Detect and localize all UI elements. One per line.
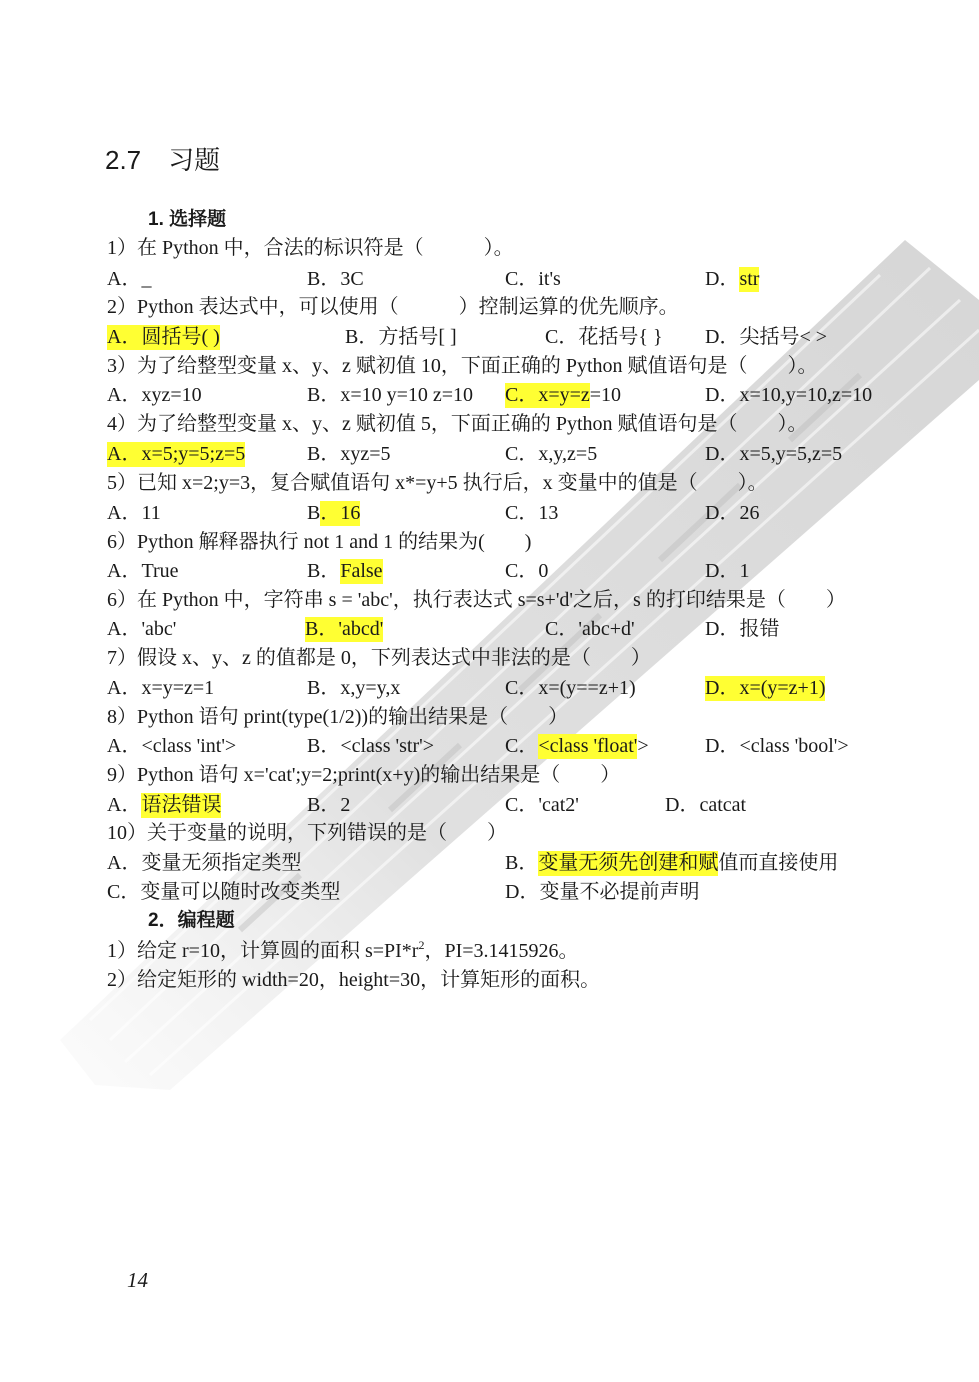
option-c: C．<class 'float'> [505, 735, 649, 757]
option-c: C．0 [505, 560, 549, 582]
coding-problem: 1）给定 r=10，计算圆的面积 $s=PI*r^2$，PI=3.1415926。 [107, 938, 579, 962]
option-d: D．x=5,y=5,z=5 [705, 443, 843, 465]
answer-highlight: False [340, 560, 383, 582]
question-options [0, 850, 979, 876]
option-a: A．11 [107, 502, 161, 524]
option-c: C．it's [505, 268, 561, 290]
page-number: 14 [127, 1268, 148, 1292]
question-options [0, 441, 979, 467]
question-options [0, 792, 979, 818]
coding-problem: 2）给定矩形的 width=20，height=30，计算矩形的面积。 [107, 969, 601, 991]
answer-highlight: str [739, 268, 760, 290]
coding-section-title: 2．编程题 [148, 910, 235, 931]
option-a: A．xyz=10 [107, 384, 202, 406]
option-c: C．x=(y==z+1) [505, 677, 636, 699]
answer-highlight: ．16 [320, 502, 361, 524]
question-options [0, 616, 979, 642]
section-heading [105, 144, 220, 176]
option-d: D．x=10,y=10,z=10 [705, 384, 873, 406]
question-stem: 6）在 Python 中，字符串 s = 'abc'，执行表达式 s=s+'d'之后，s 的打印结果是（ ） [107, 589, 846, 611]
option-c: C．变量可以随时改变类型 [107, 881, 341, 903]
option-b: B．<class 'str'> [307, 735, 434, 757]
option-a: A．_ [107, 268, 152, 290]
question-stem: 9）Python 语句 x='cat';y=2;print(x+y)的输出结果是（ ） [107, 764, 621, 786]
answer-highlight: <class 'float' [538, 735, 638, 757]
option-a: A．变量无须指定类型 [107, 852, 302, 874]
option-d: D．catcat [665, 794, 747, 816]
question-options [0, 382, 979, 408]
question-options [0, 266, 979, 292]
option-b: B．3C [307, 268, 364, 290]
option-d: D．str [705, 268, 760, 290]
question-stem: 6）Python 解释器执行 not 1 and 1 的结果为( ) [107, 531, 532, 553]
exponent: 2 [418, 938, 425, 952]
option-b: B．x=10 y=10 z=10 [307, 384, 474, 406]
answer-highlight: B．'abcd' [305, 618, 384, 640]
answer-highlight: A．x=5;y=5;z=5 [107, 443, 246, 465]
question-options [0, 733, 979, 759]
answer-highlight: 变量无须先创建和赋 [538, 852, 719, 874]
option-b: B．x,y=y,x [307, 677, 401, 699]
question-stem: 1）在 Python 中，合法的标识符是（ ）。 [107, 237, 514, 259]
option-a: A．x=y=z=1 [107, 677, 215, 699]
option-b: B．False [307, 560, 383, 582]
choice-section-title: 1. 选择题 [148, 209, 227, 230]
answer-highlight: 语法错误 [141, 794, 222, 816]
section-title: 习题 [168, 145, 221, 175]
option-c: C．x=y=z=10 [505, 384, 622, 406]
question-options [0, 675, 979, 701]
option-b: B．方括号[ ] [345, 326, 457, 348]
option-d: D．尖括号< > [705, 326, 828, 348]
option-d: D．报错 [705, 618, 780, 640]
option-b: B．16 [307, 502, 361, 524]
question-stem: 10）关于变量的说明，下列错误的是（ ） [107, 822, 507, 844]
option-a: A．语法错误 [107, 794, 222, 816]
option-a: A．True [107, 560, 179, 582]
question-stem: 4）为了给整型变量 x、y、z 赋初值 5，下面正确的 Python 赋值语句是（ ）。 [107, 413, 808, 435]
question-stem: 7）假设 x、y、z 的值都是 0，下列表达式中非法的是（ ） [107, 647, 651, 669]
option-b: B．2 [307, 794, 351, 816]
option-a [107, 324, 220, 350]
option-c: C．13 [505, 502, 559, 524]
question-stem: 3）为了给整型变量 x、y、z 赋初值 10，下面正确的 Python 赋值语句是（ ）。 [107, 355, 818, 377]
option-c: C．'cat2' [505, 794, 579, 816]
question-options [0, 324, 979, 350]
option-a: A．<class 'int'> [107, 735, 237, 757]
option-b [305, 616, 383, 642]
option-d: D．1 [705, 560, 750, 582]
question-options [0, 558, 979, 584]
option-b: B．xyz=5 [307, 443, 391, 465]
section-number: 2.7 [105, 145, 142, 175]
option-d [705, 675, 825, 701]
option-d: D．变量不必提前声明 [505, 881, 700, 903]
option-d: D．<class 'bool'> [705, 735, 849, 757]
option-d: D．26 [705, 502, 760, 524]
answer-highlight: A．圆括号( ) [107, 326, 220, 348]
option-b: B．变量无须先创建和赋值而直接使用 [505, 852, 839, 874]
question-stem: 8）Python 语句 print(type(1/2))的输出结果是（ ） [107, 706, 569, 728]
option-a [107, 441, 245, 467]
answer-highlight: D．x=(y=z+1) [705, 677, 826, 699]
answer-highlight: C．x=y=z [505, 384, 590, 406]
question-stem: 5）已知 x=2;y=3，复合赋值语句 x*=y+5 执行后，x 变量中的值是（ ）。 [107, 472, 768, 494]
option-c: C．'abc+d' [545, 618, 635, 640]
question-stem: 2）Python 表达式中，可以使用（ ）控制运算的优先顺序。 [107, 296, 679, 318]
option-c: C．花括号{ } [545, 326, 663, 348]
option-a: A．'abc' [107, 618, 177, 640]
option-c: C．x,y,z=5 [505, 443, 598, 465]
question-options [0, 500, 979, 526]
question-options [0, 879, 979, 905]
